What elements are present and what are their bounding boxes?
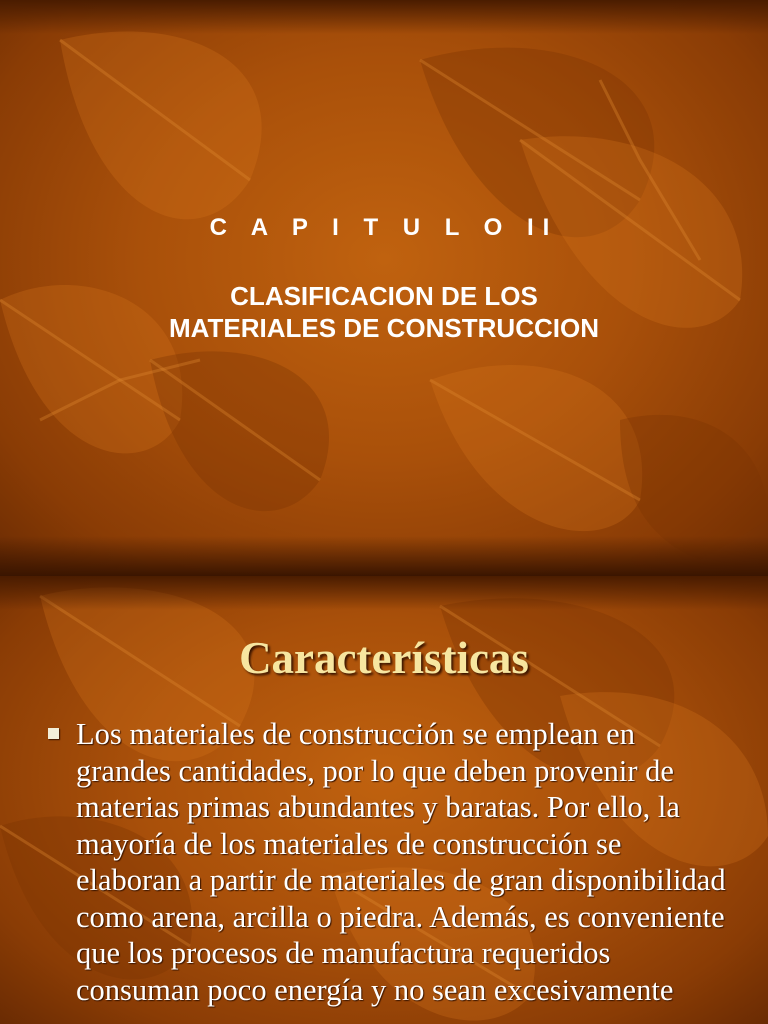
subtitle-line-2: MATERIALES DE CONSTRUCCION: [169, 313, 599, 343]
chapter-subtitle: [0, 280, 768, 344]
subtitle-line-1: CLASIFICACION DE LOS: [230, 281, 538, 311]
bullet-text: Los materiales de construcción se emplean en grandes cantidades, por lo que deben provenir de materias primas abundantes y baratas. Por ello, la mayoría de los materiales de construcción se elaboran a partir de materiales de gran disponibilidad como arena, arcilla o piedra. Además, es conveniente que los procesos de manufactura requeridos consuman poco energía y no sean excesivamente: [76, 717, 726, 1007]
title-block: [0, 214, 768, 344]
slide-heading: Características: [239, 633, 529, 683]
chapter-title: C A P I T U L O II: [209, 214, 559, 241]
bullet-item: [48, 716, 728, 1008]
content-slide: [0, 576, 768, 1024]
square-bullet-icon: [48, 728, 59, 739]
